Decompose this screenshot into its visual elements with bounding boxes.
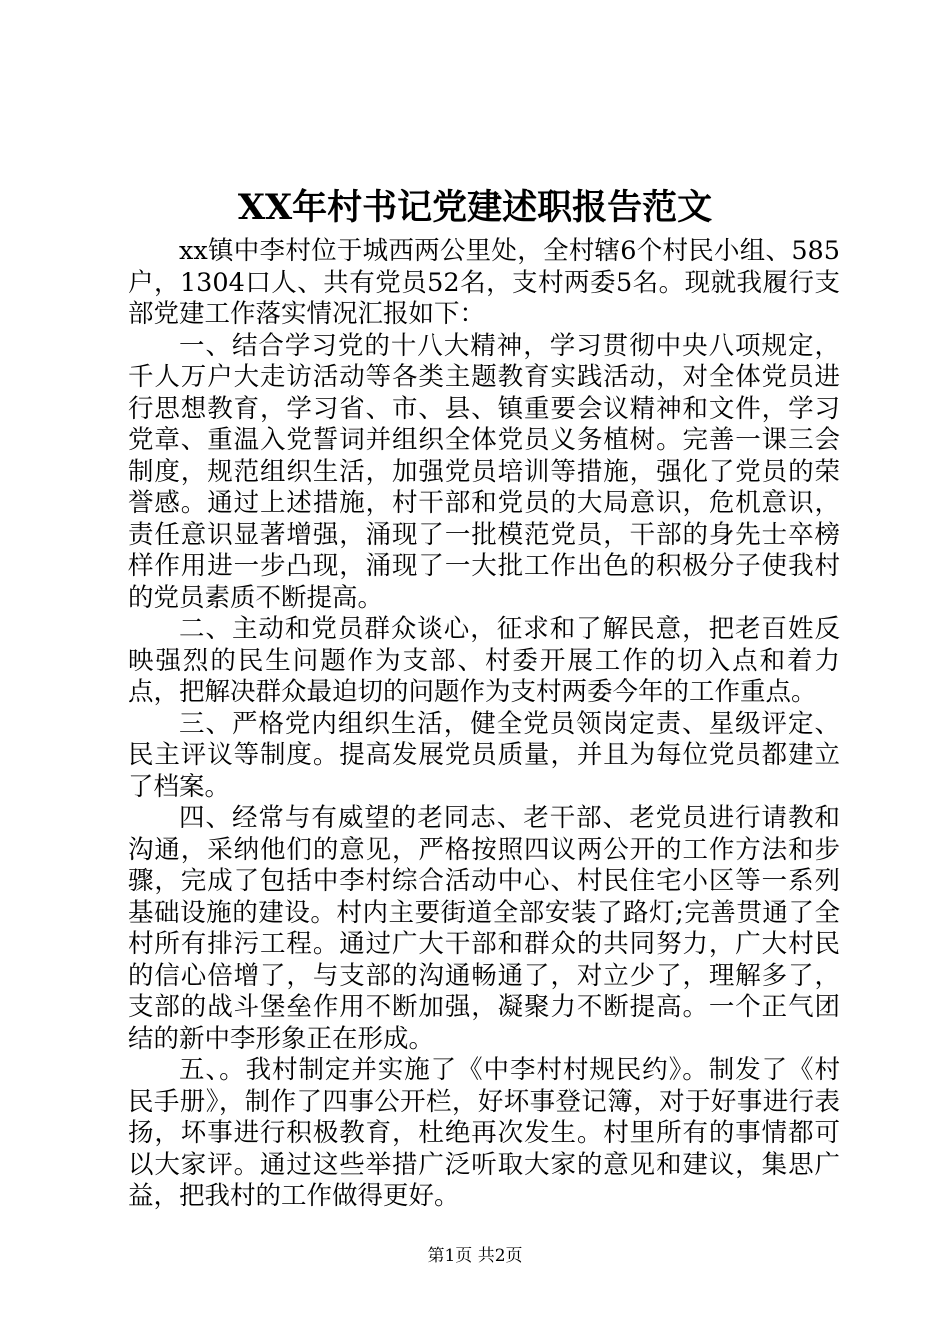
paragraph-section-3: 三、严格党内组织生活，健全党员领岗定责、星级评定、民主评议等制度。提高发展党员质量，并且为每位党员都建立了档案。 xyxy=(128,708,840,802)
document-body xyxy=(128,236,840,1213)
paragraph-section-1: 一、结合学习党的十八大精神，学习贯彻中央八项规定，千人万户大走访活动等各类主题教育实践活动，对全体党员进行思想教育，学习省、市、县、镇重要会议精神和文件，学习党章、重温入党誓词并组织全体党员义务植树。完善一课三会制度，规范组织生活，加强党员培训等措施，强化了党员的荣誉感。通过上述措施，村干部和党员的大局意识，危机意识，责任意识显著增强，涌现了一批模范党员，干部的身先士卒榜样作用进一步凸现，涌现了一大批工作出色的积极分子使我村的党员素质不断提高。 xyxy=(128,330,840,613)
paragraph-section-4: 四、经常与有威望的老同志、老干部、老党员进行请教和沟通，采纳他们的意见，严格按照四议两公开的工作方法和步骤，完成了包括中李村综合活动中心、村民住宅小区等一系列基础设施的建设。村内主要街道全部安装了路灯;完善贯通了全村所有排污工程。通过广大干部和群众的共同努力，广大村民的信心倍增了，与支部的沟通畅通了，对立少了，理解多了，支部的战斗堡垒作用不断加强，凝聚力不断提高。一个正气团结的新中李形象正在形成。 xyxy=(128,803,840,1054)
document-title: XX年村书记党建述职报告范文 xyxy=(237,187,713,228)
paragraph-section-5: 五、。我村制定并实施了《中李村村规民约》。制发了《村民手册》，制作了四事公开栏，好坏事登记簿，对于好事进行表扬，坏事进行积极教育，杜绝再次发生。村里所有的事情都可以大家评。通过这些举措广泛听取大家的意见和建议，集思广益，把我村的工作做得更好。 xyxy=(128,1055,840,1211)
paragraph-intro: xx镇中李村位于城西两公里处，全村辖6个村民小组、585户，1304口人、共有党员52名，支村两委5名。现就我履行支部党建工作落实情况汇报如下： xyxy=(128,236,840,329)
page-footer: 第1页 共2页 xyxy=(427,1246,523,1266)
paragraph-section-2: 二、主动和党员群众谈心，征求和了解民意，把老百姓反映强烈的民生问题作为支部、村委开展工作的切入点和着力点，把解决群众最迫切的问题作为支村两委今年的工作重点。 xyxy=(128,614,840,707)
